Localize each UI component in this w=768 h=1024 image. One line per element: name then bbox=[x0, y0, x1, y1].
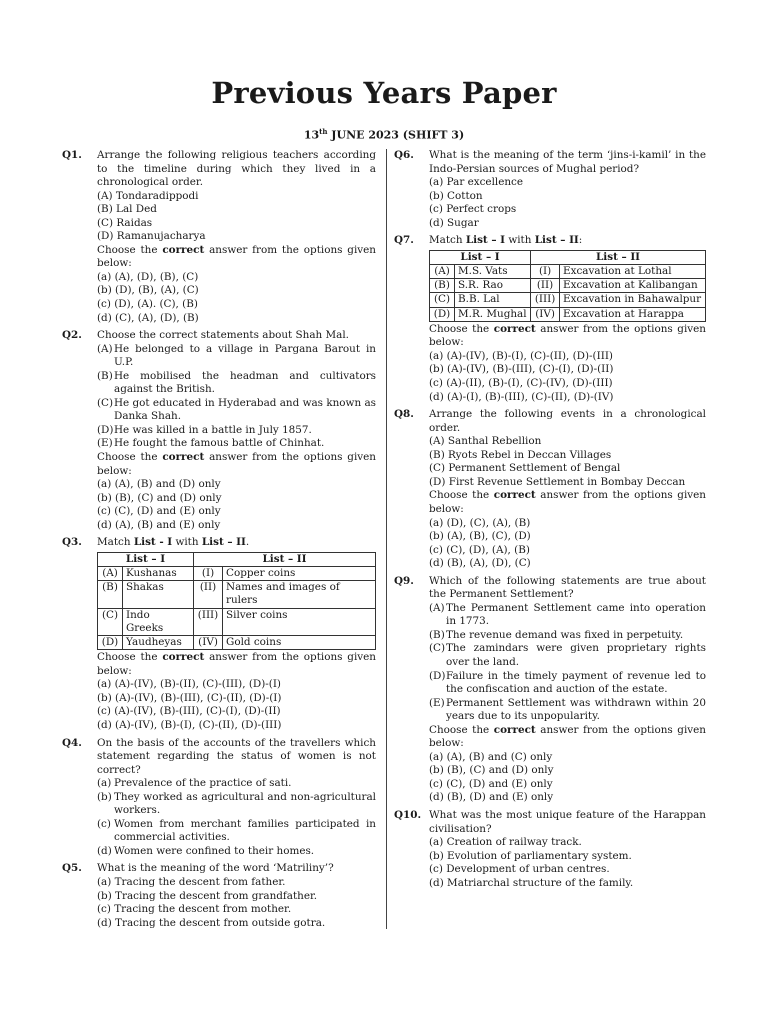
list-2-item: Excavation in Bahawalpur bbox=[560, 293, 706, 307]
list-2-item: Gold coins bbox=[223, 636, 376, 650]
list-1-heading: List – I bbox=[98, 552, 194, 566]
list-1-item: M.S. Vats bbox=[455, 265, 531, 279]
answer-option: (a) (A), (B) and (C) only bbox=[429, 750, 553, 763]
question-body bbox=[429, 408, 706, 571]
statement-text: The revenue demand was fixed in perpetuity. bbox=[446, 628, 684, 641]
match-table-row bbox=[98, 608, 376, 635]
answer-option: (b) (A)-(IV), (B)-(III), (C)-(II), (D)-(I) bbox=[97, 691, 282, 704]
row-roman: (I) bbox=[531, 265, 560, 279]
question-body bbox=[429, 575, 706, 805]
question-block bbox=[62, 536, 376, 732]
statement-text: They worked as agricultural and non-agricultural workers. bbox=[114, 790, 376, 817]
statement-text: The zamindars were given proprietary rights over the land. bbox=[446, 642, 706, 668]
question-text: Choose the correct statements about Shah Mal. bbox=[97, 329, 349, 342]
question-body bbox=[97, 737, 376, 859]
answer-option: (d) (A)-(IV), (B)-(I), (C)-(II), (D)-(III) bbox=[97, 719, 282, 732]
row-key: (D) bbox=[430, 307, 455, 321]
match-table-row bbox=[430, 293, 706, 307]
question-text: What is the meaning of the word ‘Matriliny’? bbox=[97, 862, 334, 875]
question-line: (D) First Revenue Settlement in Bombay Deccan bbox=[429, 475, 686, 488]
statement-label: (b) bbox=[97, 790, 112, 803]
exam-date-shift: JUNE 2023 (SHIFT 3) bbox=[327, 128, 465, 142]
question-body bbox=[97, 536, 376, 732]
question-block bbox=[62, 862, 376, 930]
column-divider bbox=[386, 149, 387, 929]
statement-text: He fought the famous battle of Chinhat. bbox=[114, 437, 325, 450]
statement-text: Prevalence of the practice of sati. bbox=[114, 777, 292, 790]
question-line: (C) Permanent Settlement of Bengal bbox=[429, 462, 621, 475]
statement-item bbox=[97, 397, 376, 424]
row-key: (A) bbox=[430, 265, 455, 279]
statement-text: Women were confined to their homes. bbox=[114, 844, 315, 857]
statement-text: Permanent Settlement was withdrawn within 20 years due to its unpopularity. bbox=[446, 696, 706, 723]
statement-label: (D) bbox=[97, 423, 114, 436]
answer-option: (b) (A)-(IV), (B)-(III), (C)-(I), (D)-(II) bbox=[429, 363, 614, 376]
question-text: What is the meaning of the term ‘jins-i-kamil’ in the Indo-Persian sources of Mughal period? bbox=[429, 149, 706, 175]
list-1-heading: List – I bbox=[430, 250, 531, 264]
answer-option: (a) (A), (D), (B), (C) bbox=[97, 270, 199, 283]
left-question-column bbox=[62, 149, 376, 934]
answer-option: (a) (A)-(IV), (B)-(II), (C)-(III), (D)-(I) bbox=[97, 678, 281, 691]
list-1-item: Indo Greeks bbox=[123, 608, 194, 635]
question-line: (a) Creation of railway track. bbox=[429, 836, 582, 849]
question-text: Match List - I with List – II. bbox=[97, 536, 250, 549]
question-number: Q10. bbox=[394, 808, 422, 821]
list-2-item: Silver coins bbox=[223, 608, 376, 635]
question-number: Q2. bbox=[62, 329, 82, 342]
question-block bbox=[62, 149, 376, 325]
match-table-row bbox=[98, 567, 376, 581]
list-1-item: Kushanas bbox=[123, 567, 194, 581]
question-line: (c) Perfect crops bbox=[429, 203, 517, 216]
question-text: Which of the following statements are true about the Permanent Settlement? bbox=[429, 574, 706, 601]
choose-instruction: Choose the correct answer from the options given below: bbox=[429, 723, 706, 750]
row-key: (A) bbox=[98, 567, 123, 581]
match-table bbox=[429, 250, 706, 322]
question-line: (d) Tracing the descent from outside gotra. bbox=[97, 916, 326, 929]
statement-item bbox=[429, 670, 706, 697]
row-key: (C) bbox=[98, 608, 123, 635]
choose-instruction: Choose the correct answer from the options given below: bbox=[429, 322, 706, 349]
statement-label: (C) bbox=[97, 396, 114, 409]
answer-option: (d) (B), (D) and (E) only bbox=[429, 791, 554, 804]
statement-item bbox=[97, 791, 376, 818]
question-text: Match List – I with List – II: bbox=[429, 234, 583, 247]
statement-item bbox=[429, 629, 706, 643]
row-key: (B) bbox=[430, 279, 455, 293]
match-table-header bbox=[430, 250, 706, 264]
question-text: What was the most unique feature of the Harappan civilisation? bbox=[429, 808, 706, 835]
answer-option: (d) (A)-(I), (B)-(III), (C)-(II), (D)-(IV) bbox=[429, 390, 614, 403]
question-block bbox=[62, 737, 376, 859]
statement-label: (A) bbox=[429, 601, 445, 614]
question-block bbox=[394, 575, 706, 805]
question-line: (a) Par excellence bbox=[429, 176, 524, 189]
match-table-row bbox=[430, 265, 706, 279]
statement-item bbox=[429, 642, 706, 669]
list-2-item: Names and images of rulers bbox=[223, 581, 376, 608]
match-table-row bbox=[98, 636, 376, 650]
match-table-row bbox=[430, 307, 706, 321]
answer-option: (d) (A), (B) and (E) only bbox=[97, 518, 221, 531]
statement-label: (B) bbox=[97, 369, 113, 382]
question-number: Q4. bbox=[62, 736, 82, 749]
question-block bbox=[394, 809, 706, 890]
statement-item bbox=[97, 437, 376, 451]
question-line: (d) Sugar bbox=[429, 216, 479, 229]
answer-option: (c) (A)-(IV), (B)-(III), (C)-(I), (D)-(II) bbox=[97, 705, 281, 718]
statement-text: He belonged to a village in Pargana Barout in U.P. bbox=[114, 342, 376, 369]
question-line: (c) Tracing the descent from mother. bbox=[97, 903, 292, 916]
question-line: (b) Tracing the descent from grandfather. bbox=[97, 889, 318, 902]
question-line: (a) Tracing the descent from father. bbox=[97, 876, 286, 889]
row-roman: (IV) bbox=[194, 636, 223, 650]
question-body bbox=[429, 149, 706, 230]
question-block bbox=[394, 408, 706, 571]
statement-label: (A) bbox=[97, 342, 113, 355]
question-block bbox=[394, 234, 706, 404]
statement-label: (D) bbox=[429, 669, 446, 682]
row-roman: (II) bbox=[531, 279, 560, 293]
answer-option: (c) (D), (A). (C), (B) bbox=[97, 298, 198, 311]
statement-text: Women from merchant families participated in commercial activities. bbox=[114, 817, 376, 844]
row-roman: (II) bbox=[194, 581, 223, 608]
list-1-item: Shakas bbox=[123, 581, 194, 608]
page-title: Previous Years Paper bbox=[211, 76, 557, 110]
answer-option: (a) (A)-(IV), (B)-(I), (C)-(II), (D)-(III) bbox=[429, 349, 613, 362]
answer-option: (c) (C), (D) and (E) only bbox=[97, 505, 221, 518]
statement-label: (a) bbox=[97, 777, 112, 790]
match-table-row bbox=[98, 581, 376, 608]
question-number: Q1. bbox=[62, 149, 82, 161]
row-key: (D) bbox=[98, 636, 123, 650]
statement-text: He got educated in Hyderabad and was known as Danka Shah. bbox=[114, 396, 376, 423]
list-1-item: M.R. Mughal bbox=[455, 307, 531, 321]
statement-item bbox=[97, 424, 376, 438]
match-table bbox=[97, 552, 376, 650]
question-line: (b) Cotton bbox=[429, 189, 483, 202]
answer-option: (a) (D), (C), (A), (B) bbox=[429, 516, 531, 529]
answer-option: (c) (C), (D) and (E) only bbox=[429, 777, 553, 790]
question-line: (A) Santhal Rebellion bbox=[429, 435, 542, 448]
statement-item bbox=[97, 777, 376, 791]
answer-option: (c) (C), (D), (A), (B) bbox=[429, 543, 530, 556]
exam-day-suffix: th bbox=[319, 127, 328, 136]
row-roman: (III) bbox=[531, 293, 560, 307]
question-text: Arrange the following events in a chronological order. bbox=[429, 408, 706, 434]
question-number: Q7. bbox=[394, 234, 414, 247]
list-2-item: Copper coins bbox=[223, 567, 376, 581]
row-key: (C) bbox=[430, 293, 455, 307]
question-text: On the basis of the accounts of the travellers which statement regarding the status of women is not correct? bbox=[97, 736, 376, 776]
statement-text: He was killed in a battle in July 1857. bbox=[114, 423, 312, 436]
question-body bbox=[429, 809, 706, 890]
list-1-item: B.B. Lal bbox=[455, 293, 531, 307]
question-body bbox=[97, 862, 376, 930]
statement-text: The Permanent Settlement came into operation in 1773. bbox=[446, 601, 706, 628]
statement-label: (c) bbox=[97, 817, 111, 830]
statement-label: (B) bbox=[429, 628, 445, 641]
question-block bbox=[62, 329, 376, 532]
question-line: (c) Development of urban centres. bbox=[429, 863, 610, 876]
statement-label: (C) bbox=[429, 642, 446, 655]
answer-option: (d) (B), (A), (D), (C) bbox=[429, 557, 531, 570]
question-line: (D) Ramanujacharya bbox=[97, 230, 206, 243]
match-table-row bbox=[430, 279, 706, 293]
answer-option: (b) (A), (B), (C), (D) bbox=[429, 530, 531, 543]
statement-label: (E) bbox=[429, 696, 445, 709]
exam-day: 13 bbox=[303, 128, 320, 142]
question-number: Q9. bbox=[394, 574, 414, 587]
question-number: Q3. bbox=[62, 536, 82, 549]
question-line: (B) Ryots Rebel in Deccan Villages bbox=[429, 448, 612, 461]
statement-text: Failure in the timely payment of revenue led to the confiscation and auction of the estate. bbox=[446, 669, 706, 696]
statement-item bbox=[97, 818, 376, 845]
question-number: Q5. bbox=[62, 862, 82, 875]
statement-text: He mobilised the headman and cultivators against the British. bbox=[114, 369, 376, 396]
answer-option: (c) (A)-(II), (B)-(I), (C)-(IV), (D)-(III) bbox=[429, 377, 613, 390]
statement-item bbox=[429, 697, 706, 724]
choose-instruction: Choose the correct answer from the options given below: bbox=[429, 489, 706, 515]
statement-item bbox=[429, 602, 706, 629]
list-2-item: Excavation at Kalibangan bbox=[560, 279, 706, 293]
question-block bbox=[394, 149, 706, 230]
answer-option: (d) (C), (A), (D), (B) bbox=[97, 311, 199, 324]
list-2-heading: List – II bbox=[194, 552, 376, 566]
list-1-item: S.R. Rao bbox=[455, 279, 531, 293]
question-line: (C) Raidas bbox=[97, 216, 153, 229]
question-line: (A) Tondaradippodi bbox=[97, 189, 199, 202]
statement-label: (E) bbox=[97, 437, 113, 450]
answer-option: (a) (A), (B) and (D) only bbox=[97, 478, 221, 491]
question-line: (B) Lal Ded bbox=[97, 203, 157, 216]
choose-instruction: Choose the correct answer from the options given below: bbox=[97, 651, 376, 677]
row-roman: (III) bbox=[194, 608, 223, 635]
row-roman: (IV) bbox=[531, 307, 560, 321]
statement-item bbox=[97, 845, 376, 859]
question-body bbox=[429, 234, 706, 404]
list-2-heading: List – II bbox=[531, 250, 706, 264]
statement-item bbox=[97, 370, 376, 397]
statement-label: (d) bbox=[97, 844, 112, 857]
exam-subtitle bbox=[0, 127, 768, 142]
question-line: (d) Matriarchal structure of the family. bbox=[429, 876, 634, 889]
list-1-item: Yaudheyas bbox=[123, 636, 194, 650]
answer-option: (b) (B), (C) and (D) only bbox=[97, 491, 222, 504]
choose-instruction: Choose the correct answer from the options given below: bbox=[97, 451, 376, 477]
question-number: Q8. bbox=[394, 408, 414, 421]
row-key: (B) bbox=[98, 581, 123, 608]
list-2-item: Excavation at Lothal bbox=[560, 265, 706, 279]
question-line: (b) Evolution of parliamentary system. bbox=[429, 849, 632, 862]
list-2-item: Excavation at Harappa bbox=[560, 307, 706, 321]
row-roman: (I) bbox=[194, 567, 223, 581]
question-body bbox=[97, 329, 376, 532]
question-number: Q6. bbox=[394, 149, 414, 161]
match-table-header bbox=[98, 552, 376, 566]
right-question-column bbox=[394, 149, 706, 894]
question-text: Arrange the following religious teachers according to the timeline during which they lived in a chronological order. bbox=[97, 149, 376, 189]
answer-option: (b) (B), (C) and (D) only bbox=[429, 764, 554, 777]
answer-option: (b) (D), (B), (A), (C) bbox=[97, 284, 199, 297]
statement-item bbox=[97, 343, 376, 370]
question-body bbox=[97, 149, 376, 325]
choose-instruction: Choose the correct answer from the options given below: bbox=[97, 243, 376, 270]
